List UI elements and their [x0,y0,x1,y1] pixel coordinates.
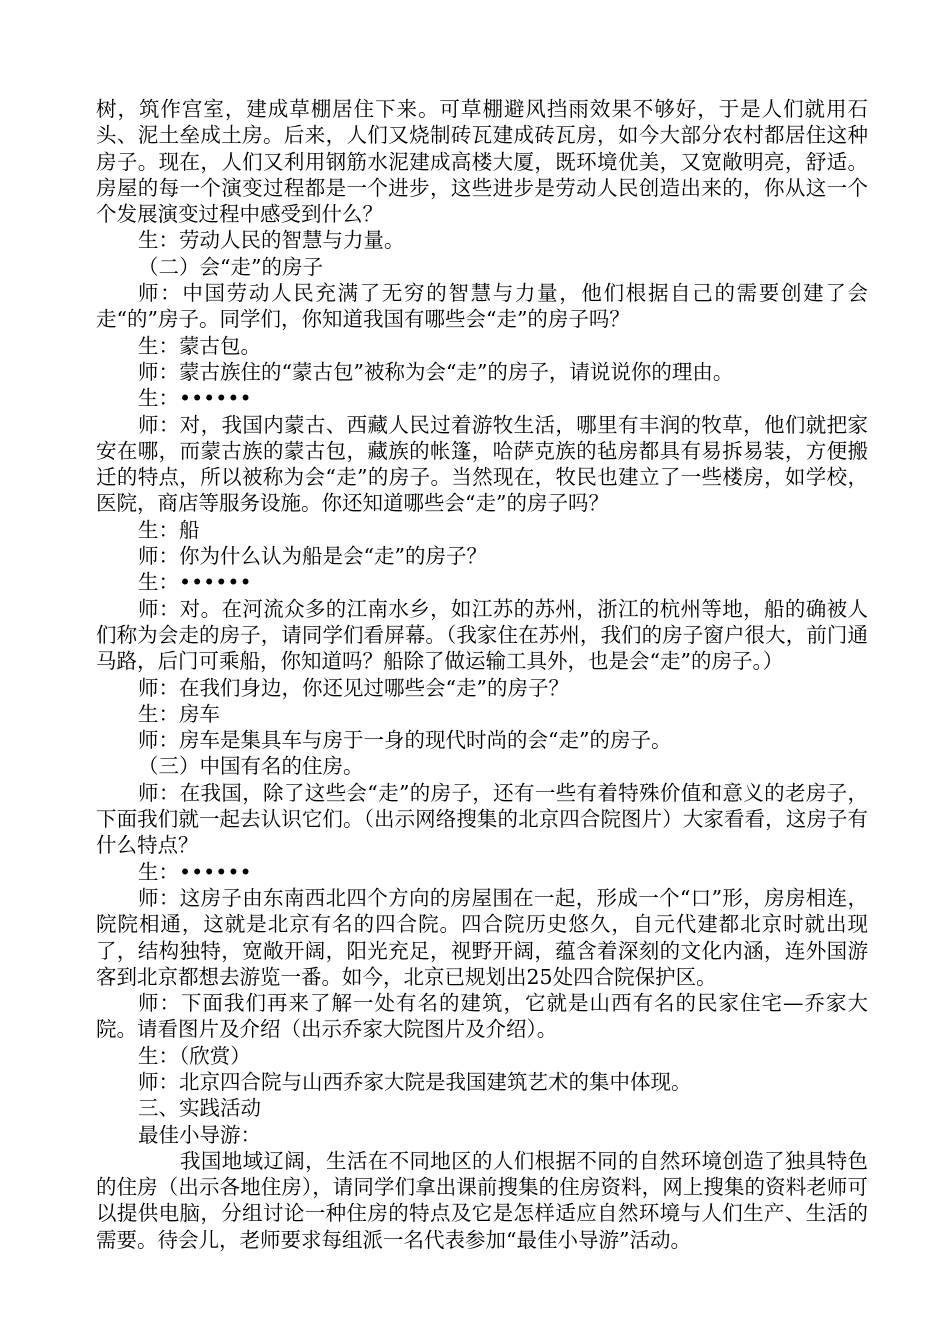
activity-title-best-guide: 最佳小导游： [138,1122,261,1147]
teacher-summary-architecture: 师：北京四合院与山西乔家大院是我国建筑艺术的集中体现。 [138,1069,692,1094]
teacher-explanation-siheyuan: 师：这房子由东南西北四个方向的房屋围在一起，形成一个“口”形，房房相连，院院相通，这就是北京有名的四合院。四合院历史悠久，自元代建都北京时就出现了，结构独特，宽敞开阔，阳光充足，视野开阔，蕴含着深刻的文化内涵，连外国游客到北京都想去游览一番。如今，北京已规划出25处四合院保护区。 [96,885,868,989]
section-heading-walking-houses: （二）会“走”的房子 [138,254,323,279]
teacher-explanation-boats: 师：对。在河流众多的江南水乡，如江苏的苏州，浙江的杭州等地，船的确被人们称为会走的房子，请同学们看屏幕。（我家住在苏州，我们的房子窗户很大，前门通马路，后门可乘船，你知道吗？船除了做运输工具外，也是会“走”的房子。） [96,596,868,674]
student-answer-dots: 生：•••••• [138,570,252,595]
teacher-question-nearby: 师：在我们身边，你还见过哪些会“走”的房子？ [138,675,569,700]
teacher-intro-siheyuan: 师：在我国，除了这些会“走”的房子，还有一些有着特殊价值和意义的老房子，下面我们就一起去认识它们。（出示网络搜集的北京四合院图片）大家看看，这房子有什么特点？ [96,780,868,858]
activity-instructions: 我国地域辽阔，生活在不同地区的人们根据不同的自然环境创造了独具特色的住房（出示各地住房），请同学们拿出课前搜集的住房资料，网上搜集的资料老师可以提供电脑，分组讨论一种住房的特点及它是怎样适应自然环境与人们生产、生活的需要。待会儿，老师要求每组派一名代表参加“最佳小导游”活动。 [96,1148,868,1252]
teacher-question-boat: 师：你为什么认为船是会“走”的房子？ [138,544,487,569]
teacher-explanation-nomads: 师：对，我国内蒙古、西藏人民过着游牧生活，哪里有丰润的牧草，他们就把家安在哪，而蒙古族的蒙古包，藏族的帐篷，哈萨克族的毡房都具有易拆易装，方便搬迁的特点，所以被称为会“走”的房子。当然现在，牧民也建立了一些楼房，如学校，医院，商店等服务设施。你还知道哪些会“走”的房子吗？ [96,412,868,516]
document-page [96,96,868,1253]
section-heading-famous-houses: （三）中国有名的住房。 [138,754,364,779]
student-answer-dots: 生：•••••• [138,386,252,411]
section-heading-practice: 三、实践活动 [138,1096,261,1121]
student-response-appreciate: 生：（欣赏） [138,1043,251,1068]
teacher-question-walking-houses: 师：中国劳动人民充满了无穷的智慧与力量，他们根据自己的需要创建了会走“的”房子。同学们，你知道我国有哪些会“走”的房子吗？ [96,281,868,332]
student-answer-yurt: 生：蒙古包。 [138,333,261,358]
student-answer-rv: 生：房车 [138,701,220,726]
teacher-statement-rv: 师：房车是集具车与房于一身的现代时尚的会“走”的房子。 [138,728,672,753]
student-answer-boat: 生：船 [138,517,200,542]
paragraph-housing-evolution: 树，筑作宫室，建成草棚居住下来。可草棚避风挡雨效果不够好，于是人们就用石头、泥土垒成土房。后来，人们又烧制砖瓦建成砖瓦房，如今大部分农村都居住这种房子。现在，人们又利用钢筋水泥建成高楼大厦，既环境优美，又宽敞明亮，舒适。房屋的每一个演变过程都是一个进步，这些进步是劳动人民创造出来的，你从这一个个发展演变过程中感受到什么？ [96,97,868,227]
teacher-prompt-yurt-reason: 师：蒙古族住的“蒙古包”被称为会“走”的房子，请说说你的理由。 [138,359,734,384]
teacher-intro-qiao-compound: 师：下面我们再来了解一处有名的建筑，它就是山西有名的民家住宅—乔家大院。请看图片及介绍（出示乔家大院图片及介绍）。 [96,991,868,1042]
student-answer-dots: 生：•••••• [138,859,252,884]
student-answer-wisdom: 生：劳动人民的智慧与力量。 [138,228,405,253]
